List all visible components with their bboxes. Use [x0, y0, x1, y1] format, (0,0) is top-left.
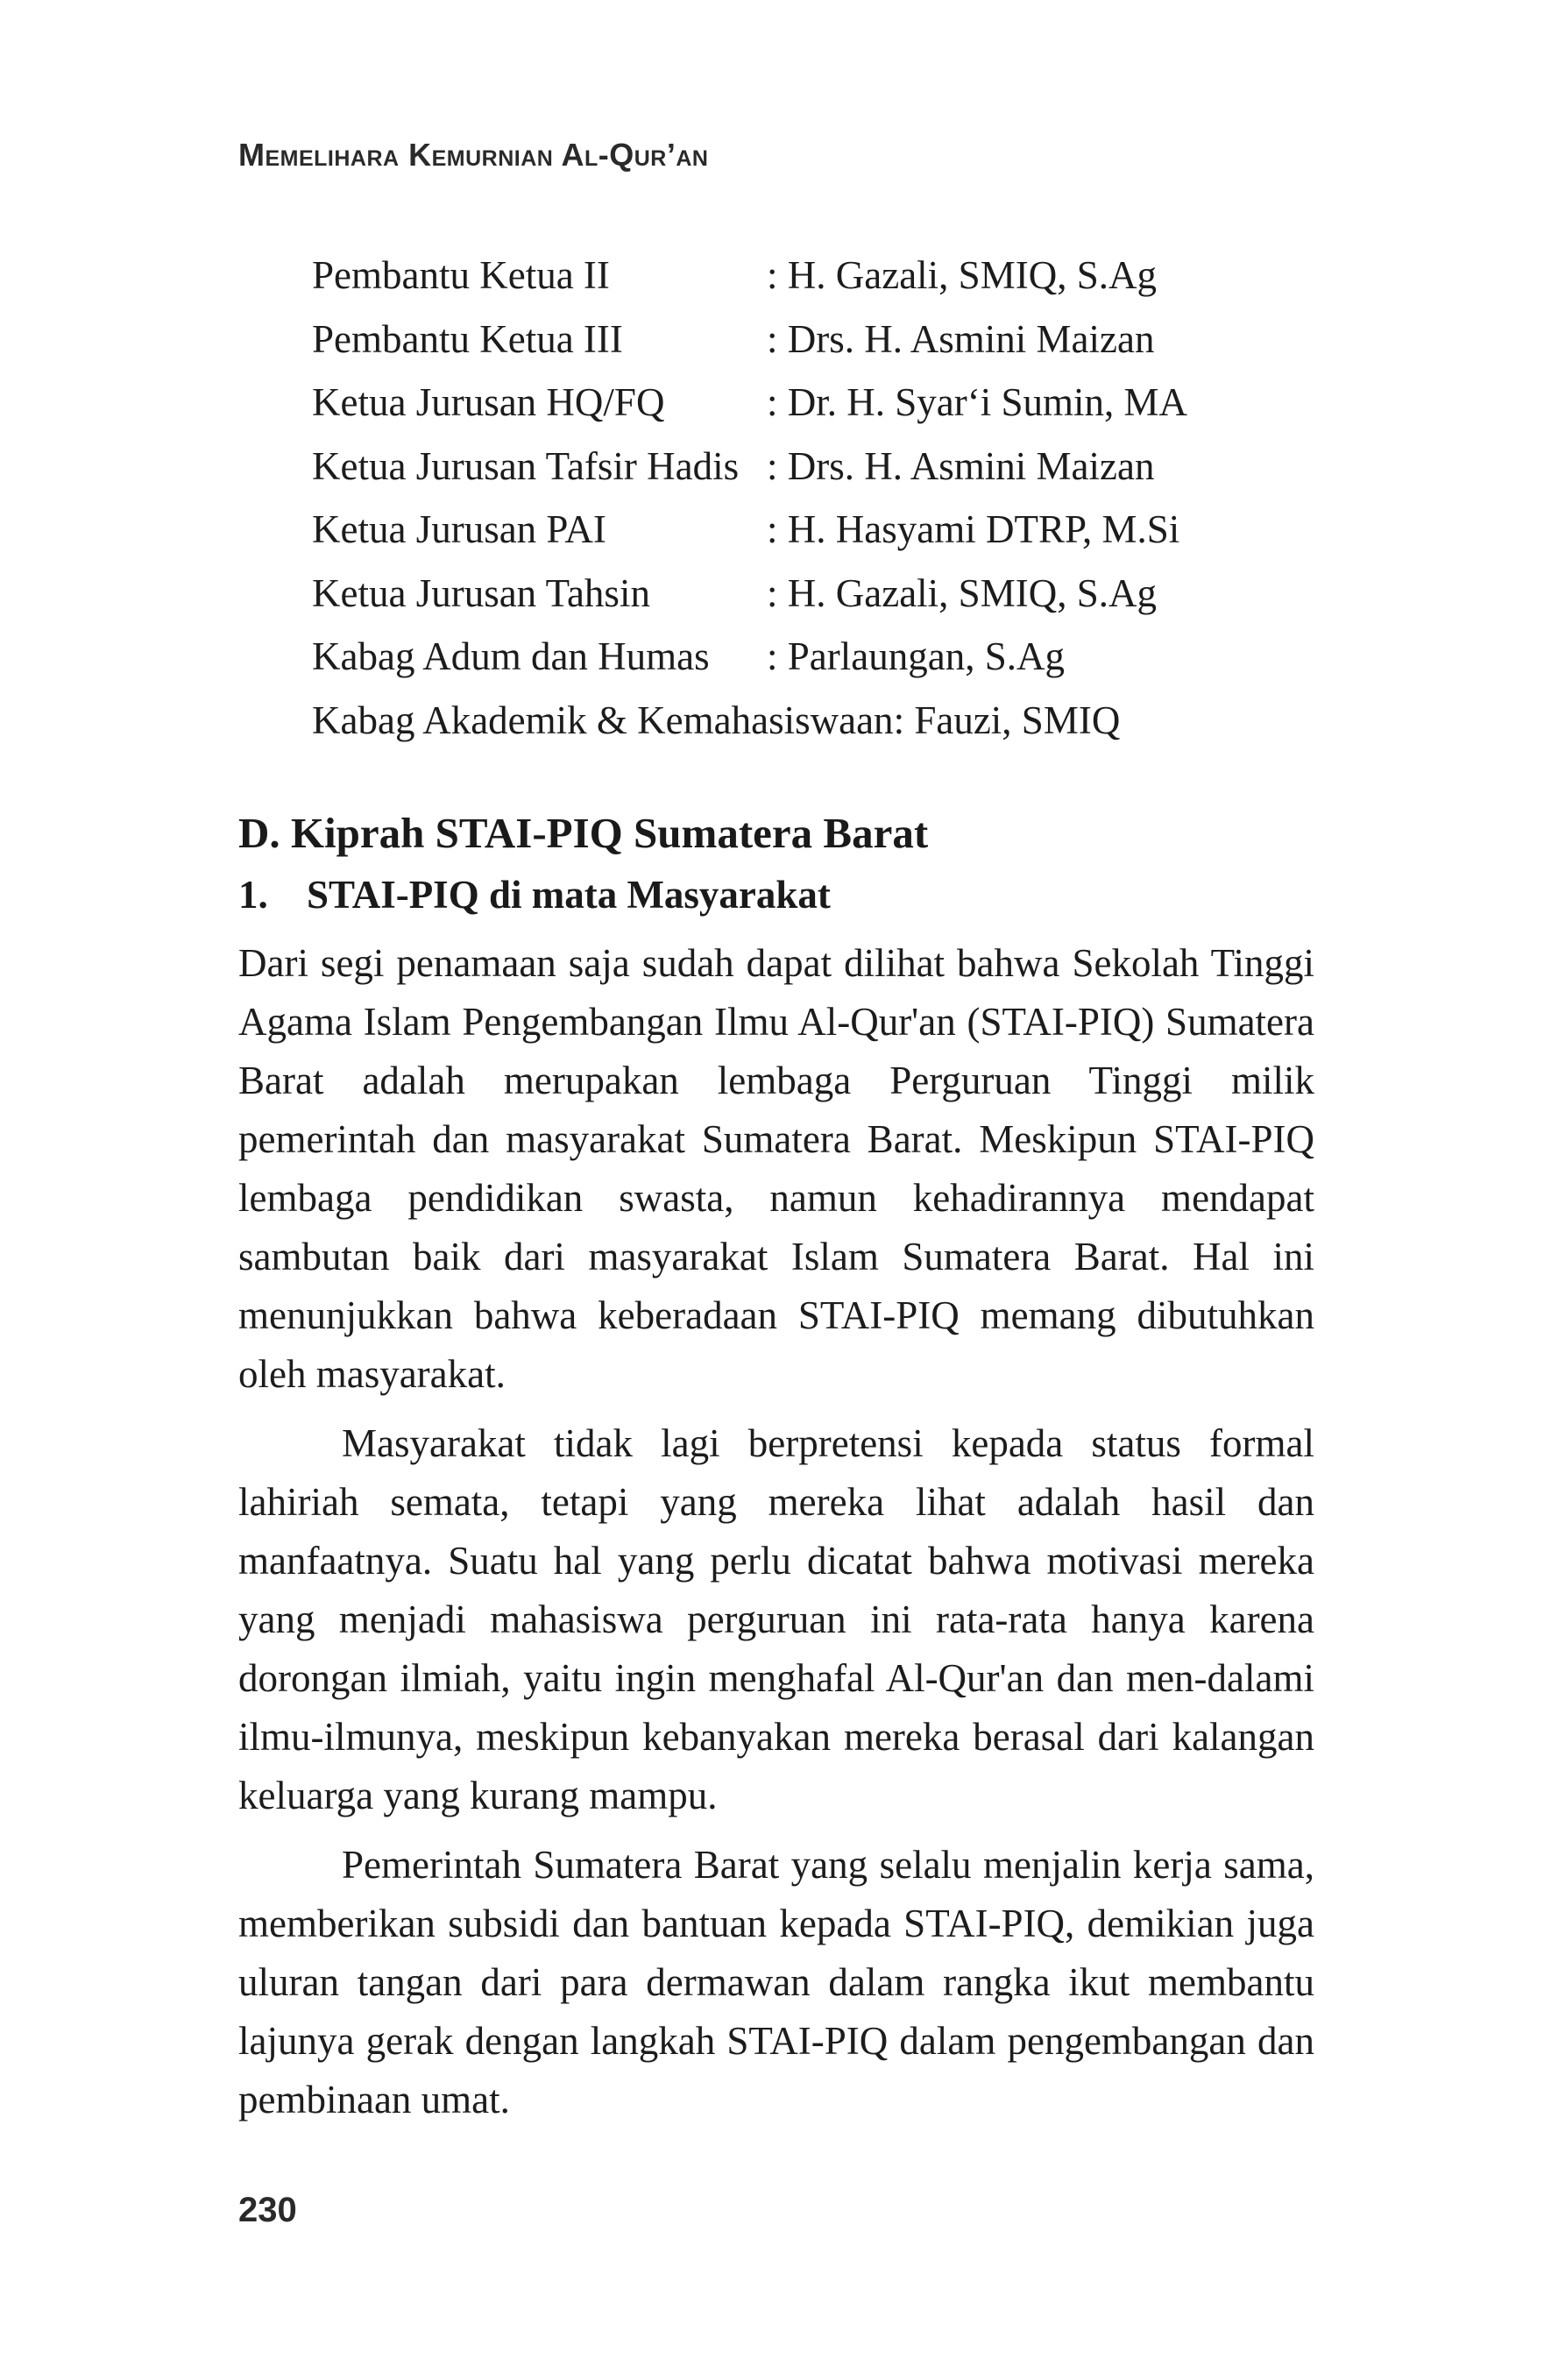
staff-name: : H. Hasyami DTRP, M.Si [767, 498, 1179, 562]
paragraph: Pemerintah Sumatera Barat yang selalu menjalin kerja sama, memberikan subsidi dan bantuan kepada STAI-PIQ, demikian juga uluran tangan dari para dermawan dalam rangka ikut membantu lajunya gerak dengan langkah STAI-PIQ dalam pengembangan dan pembinaan umat. [238, 1843, 1314, 2121]
staff-name: : H. Gazali, SMIQ, S.Ag [767, 244, 1157, 308]
page-number: 230 [238, 2191, 297, 2229]
staff-role: Pembantu Ketua II [312, 253, 610, 297]
section-heading: D. Kiprah STAI-PIQ Sumatera Barat [238, 809, 929, 857]
staff-row [312, 435, 1320, 499]
staff-row [312, 371, 1320, 435]
sub-heading-number: 1. [238, 873, 268, 917]
staff-role: Kabag Akademik & Kemahasiswaan [312, 698, 894, 742]
staff-name: : Parlaungan, S.Ag [767, 625, 1065, 689]
staff-row [312, 308, 1320, 372]
staff-row [312, 498, 1320, 562]
paragraph: Dari segi penamaan saja sudah dapat dilihat bahwa Sekolah Tinggi Agama Islam Pengembangan Ilmu Al-Qur'an (STAI-PIQ) Sumatera Barat adalah merupakan lembaga Perguruan Tinggi milik pemerintah dan masyarakat Sumatera Barat. Meskipun STAI-PIQ lembaga pendidikan swasta, namun kehadirannya mendapat sambutan baik dari masyarakat Islam Sumatera Barat. Hal ini menunjukkan bahwa keberadaan STAI-PIQ memang dibutuhkan oleh masyarakat. [238, 941, 1314, 1396]
staff-role: Ketua Jurusan HQ/FQ [312, 380, 665, 424]
paragraph: Masyarakat tidak lagi berpretensi kepada status formal lahiriah semata, tetapi yang mereka lihat adalah hasil dan manfaatnya. Suatu hal yang perlu dicatat bahwa motivasi mereka yang menjadi mahasiswa perguruan ini rata-rata hanya karena dorongan ilmiah, yaitu ingin menghafal Al-Qur'an dan men-dalami ilmu-ilmunya, meskipun kebanyakan mereka berasal dari kalangan keluarga yang kurang mampu. [238, 1421, 1314, 1817]
staff-name: : Fauzi, SMIQ [894, 689, 1121, 753]
staff-role: Ketua Jurusan PAI [312, 507, 606, 551]
staff-role: Pembantu Ketua III [312, 316, 623, 361]
staff-list [312, 244, 1320, 752]
staff-role: Ketua Jurusan Tafsir Hadis [312, 443, 740, 488]
staff-row [312, 625, 1320, 689]
staff-row [312, 244, 1320, 308]
sub-heading-title: STAI-PIQ di mata Masyarakat [307, 873, 831, 917]
staff-name: : Drs. H. Asmini Maizan [767, 435, 1154, 499]
staff-role: Kabag Adum dan Humas [312, 634, 710, 678]
staff-role: Ketua Jurusan Tahsin [312, 570, 650, 615]
sub-heading [238, 872, 831, 917]
staff-name: : Dr. H. Syar‘i Sumin, MA [767, 371, 1187, 435]
body-text [238, 934, 1314, 2140]
running-header: Memelihara Kemurnian Al-Qur’an [238, 137, 709, 173]
staff-name: : Drs. H. Asmini Maizan [767, 308, 1154, 372]
staff-row [312, 562, 1320, 626]
staff-name: : H. Gazali, SMIQ, S.Ag [767, 562, 1157, 626]
staff-row [312, 689, 1320, 753]
